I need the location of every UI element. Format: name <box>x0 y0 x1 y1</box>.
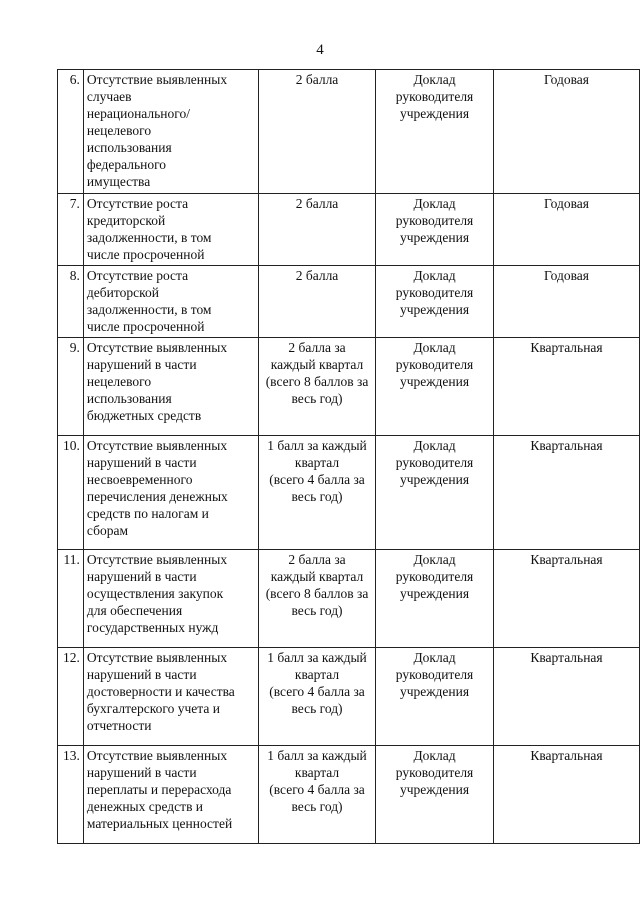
table-row <box>58 338 640 436</box>
table-row <box>58 746 640 844</box>
period-cell: Годовая <box>494 266 640 338</box>
source-cell: Доклад руководителя учреждения <box>376 266 494 338</box>
period-cell: Квартальная <box>494 746 640 844</box>
page-number: 4 <box>316 42 324 58</box>
score-cell: 1 балл за каждый квартал (всего 4 балла за весь год) <box>259 746 376 844</box>
row-number: 13. <box>58 746 84 844</box>
criterion-text: Отсутствие выявленных нарушений в части достоверности и качества бухгалтерского учета и отчетности <box>83 648 258 746</box>
row-number: 12. <box>58 648 84 746</box>
period-cell: Квартальная <box>494 436 640 550</box>
criterion-text: Отсутствие роста кредиторской задолженности, в том числе просроченной <box>83 194 258 266</box>
score-cell: 2 балла <box>259 194 376 266</box>
score-cell: 2 балла за каждый квартал (всего 8 баллов за весь год) <box>259 338 376 436</box>
table-row <box>58 648 640 746</box>
score-cell: 1 балл за каждый квартал (всего 4 балла за весь год) <box>259 648 376 746</box>
score-cell: 1 балл за каждый квартал (всего 4 балла за весь год) <box>259 436 376 550</box>
source-cell: Доклад руководителя учреждения <box>376 338 494 436</box>
table-row <box>58 70 640 194</box>
criterion-text: Отсутствие роста дебиторской задолженности, в том числе просроченной <box>83 266 258 338</box>
period-cell: Квартальная <box>494 550 640 648</box>
row-number: 9. <box>58 338 84 436</box>
source-cell: Доклад руководителя учреждения <box>376 648 494 746</box>
row-number: 11. <box>58 550 84 648</box>
criterion-text: Отсутствие выявленных нарушений в части переплаты и перерасхода денежных средств и материальных ценностей <box>83 746 258 844</box>
table-row <box>58 194 640 266</box>
source-cell: Доклад руководителя учреждения <box>376 70 494 194</box>
criterion-text: Отсутствие выявленных нарушений в части нецелевого использования бюджетных средств <box>83 338 258 436</box>
source-cell: Доклад руководителя учреждения <box>376 194 494 266</box>
period-cell: Годовая <box>494 194 640 266</box>
row-number: 7. <box>58 194 84 266</box>
score-cell: 2 балла <box>259 266 376 338</box>
criterion-text: Отсутствие выявленных нарушений в части несвоевременного перечисления денежных средств по налогам и сборам <box>83 436 258 550</box>
period-cell: Годовая <box>494 70 640 194</box>
source-cell: Доклад руководителя учреждения <box>376 746 494 844</box>
source-cell: Доклад руководителя учреждения <box>376 550 494 648</box>
score-cell: 2 балла <box>259 70 376 194</box>
row-number: 10. <box>58 436 84 550</box>
period-cell: Квартальная <box>494 338 640 436</box>
table-row <box>58 266 640 338</box>
table-row <box>58 550 640 648</box>
period-cell: Квартальная <box>494 648 640 746</box>
row-number: 6. <box>58 70 84 194</box>
row-number: 8. <box>58 266 84 338</box>
score-cell: 2 балла за каждый квартал (всего 8 баллов за весь год) <box>259 550 376 648</box>
table-row <box>58 436 640 550</box>
criterion-text: Отсутствие выявленных случаев нерационального/ нецелевого использования федерального имущества <box>83 70 258 194</box>
criteria-table <box>57 69 640 844</box>
source-cell: Доклад руководителя учреждения <box>376 436 494 550</box>
criterion-text: Отсутствие выявленных нарушений в части осуществления закупок для обеспечения государственных нужд <box>83 550 258 648</box>
